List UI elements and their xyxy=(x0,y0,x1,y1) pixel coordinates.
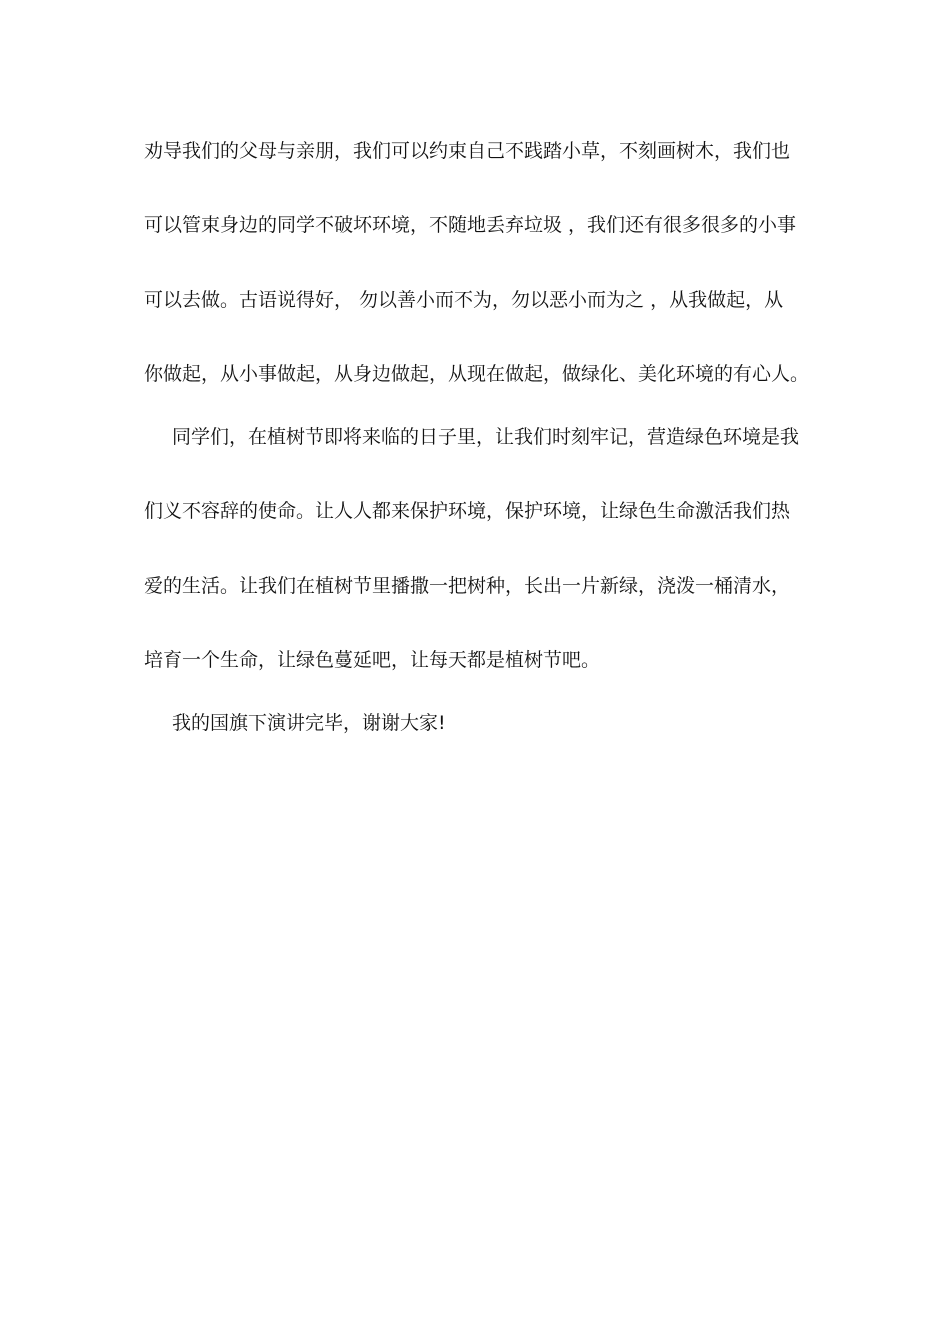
paragraph-1-line-4: 你做起，从小事做起，从身边做起，从现在做起，做绿化、美化环境的有心人。 xyxy=(144,363,810,385)
paragraph-2-line-4: 培育一个生命，让绿色蔓延吧，让每天都是植树节吧。 xyxy=(144,649,601,671)
paragraph-2-line-1: 同学们，在植树节即将来临的日子里，让我们时刻牢记，营造绿色环境是我 xyxy=(172,426,800,448)
paragraph-1-line-3: 可以去做。古语说得好， 勿以善小而不为，勿以恶小而为之 ，从我做起，从 xyxy=(144,289,784,311)
paragraph-1-line-1: 劝导我们的父母与亲朋，我们可以约束自己不践踏小草，不刻画树木，我们也 xyxy=(144,140,791,162)
paragraph-2-line-3: 爱的生活。让我们在植树节里播撒一把树种，长出一片新绿，浇泼一桶清水， xyxy=(144,575,791,597)
paragraph-1-line-2: 可以管束身边的同学不破坏环境，不随地丢弃垃圾 ，我们还有很多很多的小事 xyxy=(144,214,797,236)
paragraph-2-line-2: 们义不容辞的使命。让人人都来保护环境，保护环境，让绿色生命激活我们热 xyxy=(144,500,791,522)
paragraph-3-line-1: 我的国旗下演讲完毕，谢谢大家! xyxy=(172,712,446,734)
